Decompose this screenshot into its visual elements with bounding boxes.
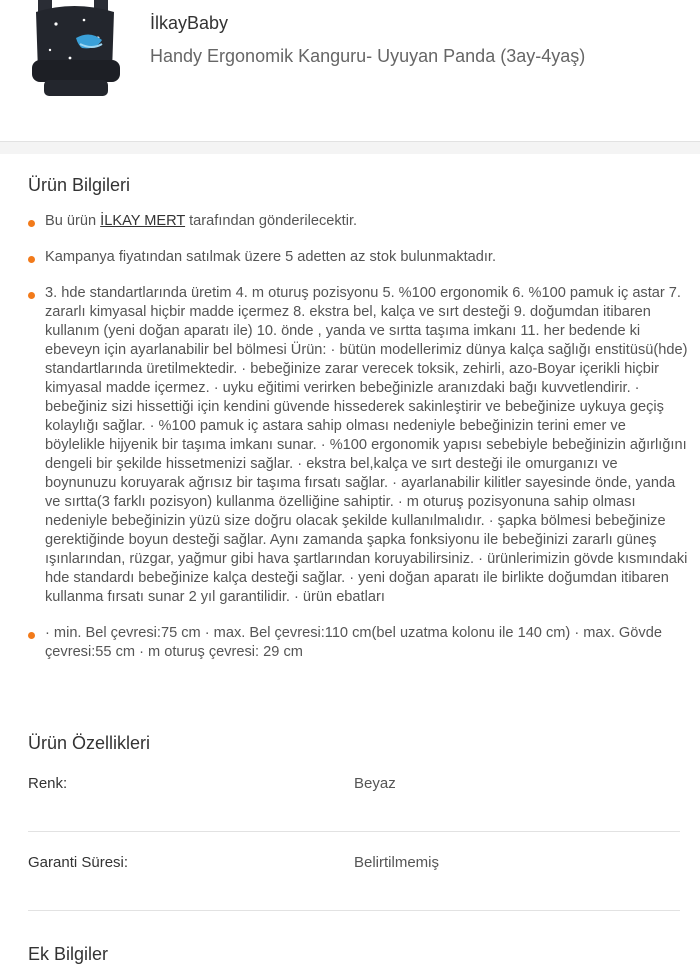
product-dimensions: · min. Bel çevresi:75 cm · max. Bel çevresi:110 cm(bel uzatma kolonu ile 140 cm) · max. Gövde çevresi:55 cm · m oturuş çevresi: 29 cm (45, 625, 662, 660)
feature-value: Belirtilmemiş (354, 854, 440, 871)
feature-row-color (28, 752, 680, 832)
stock-info-item (28, 248, 688, 267)
seller-prefix: Bu ürün (45, 213, 101, 229)
description-item (28, 284, 688, 607)
product-name[interactable]: Handy Ergonomik Kanguru- Uyuyan Panda (3ay-4yaş) (150, 46, 586, 66)
dimensions-item (28, 624, 688, 662)
seller-link[interactable]: İLKAY MERT (100, 213, 186, 229)
product-header[interactable] (0, 0, 700, 142)
baby-carrier-product-image[interactable] (26, 0, 126, 106)
bullet-icon (28, 632, 35, 639)
product-info-title: Ürün Bilgileri (28, 175, 131, 195)
bullet-icon (28, 220, 35, 227)
extra-info-title: Ek Bilgiler (28, 944, 109, 964)
feature-value: Beyaz (354, 775, 396, 792)
feature-key: Garanti Süresi: (28, 854, 129, 871)
product-description: 3. hde standartlarında üretim 4. m oturuş pozisyonu 5. %100 ergonomik 6. %100 pamuk iç astar 7. zararlı kimyasal hiçbir madde içermez 8. ekstra bel, kalça ve sırt desteği 9. doğumdan itibaren kullanım (yeni doğan aparatı ile) 10. önde , yanda ve sırtta taşıma imkanı 11. her bedende ki ebeveyn için ayarlanabilir bel bölmesi Ürün: · bütün modellerimiz dünya kalça sağlığı enstitüsü(hde) standartlarında üretilmektedir. · bebeğinize zarar verecek toksik, zehirli, azo-Boyar içerikli hiçbir kimyasal madde içermez. · uyku eğitimi verirken bebeğinizle aranızdaki bağı kuvvetlendirir. · bebeğiniz sizi hissettiği için kendini güvende hissederek sakinleştirir ve bebeğinize uykuya geçiş kolaylığı sağlar. · %100 pamuk iç astara sahip olması nedeniyle bebeğinizin terini emer ve böylelikle hijyenik bir taşıma imkanı sunar. · %100 ergonomik yapısı sebebiyle bebeğinizin ağırlığını dengeli bir şekilde hissetmenizi sağlar. · ekstra bel,kalça ve sırt desteği ile omurganızı ve boynunuzu koruyarak ağrısız bir taşıma fırsatı sağlar. · ayarlanabilir kilitler sayesinde önde, yanda ve sırtta(3 farklı pozisyon) kullanma özelliğine sahiptir. · m oturuş pozisyonuna sahip olması nedeniyle bebeğinizin yüzü size doğru olacak şekilde kullanılmalıdır. · şapka bölmesi bebeğinize gerektiğinde boyun desteği sağlar. Aynı zamanda şapka fonksiyonu ile bebeğinizi zararlı güneş ışınlarından, rüzgar, yağmur gibi hava şartlarından koruyabilirsiniz. · ürünlerimizin gövde kısmındaki hde standardı bebeğinize kalça desteği sağlar. · yeni doğan aparatı ile birlikte doğumdan itibaren kullanma fırsatı sunar 2 yıl garantilidir. · ürün ebatları (45, 285, 688, 605)
section-separator (0, 142, 700, 154)
feature-row-warranty (28, 831, 680, 911)
stock-note: Kampanya fiyatından satılmak üzere 5 adetten az stok bulunmaktadır. (45, 249, 497, 265)
seller-suffix: tarafından gönderilecektir. (185, 213, 358, 229)
seller-info-item (28, 212, 688, 231)
feature-key: Renk: (28, 775, 68, 792)
bullet-icon (28, 256, 35, 263)
brand-name[interactable]: İlkayBaby (150, 13, 229, 33)
product-info-list (28, 212, 688, 679)
product-features-title: Ürün Özellikleri (28, 733, 151, 753)
bullet-icon (28, 292, 35, 299)
